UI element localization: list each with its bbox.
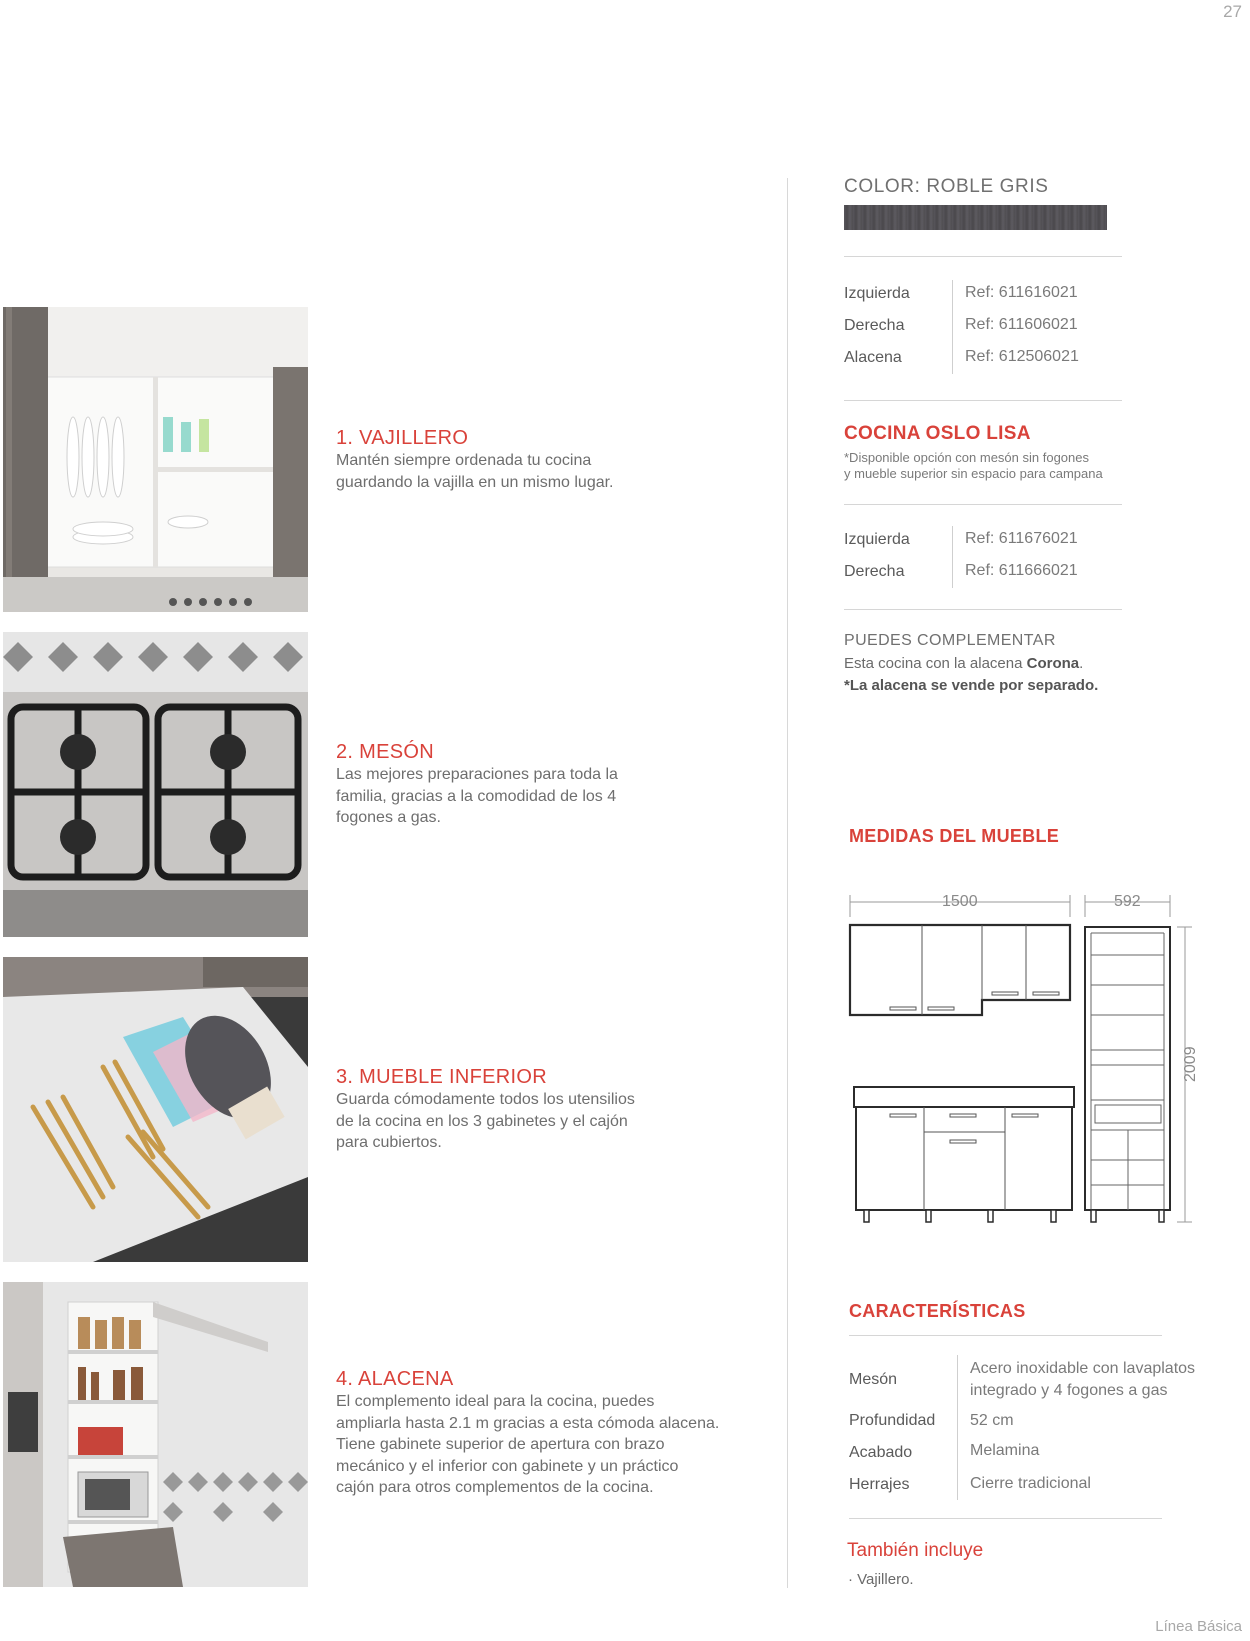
char-label-profundidad: Profundidad xyxy=(849,1412,936,1429)
complement-text-suffix: . xyxy=(1079,655,1084,672)
feature-alacena xyxy=(336,1368,766,1499)
complement-brand: Corona xyxy=(1026,655,1080,672)
feature-mueble-inferior xyxy=(336,1066,756,1154)
dimension-width: 1500 xyxy=(942,893,978,910)
feature-vajillero xyxy=(336,427,756,493)
feature-description xyxy=(336,1089,756,1154)
ref-label-derecha: Derecha xyxy=(844,563,905,580)
feature-line: para cubiertos. xyxy=(336,1134,442,1151)
photo-alacena xyxy=(3,1282,308,1587)
complement-title: PUEDES COMPLEMENTAR xyxy=(844,632,1056,649)
footer-label: Línea Básica xyxy=(1155,1618,1242,1635)
ref-value-derecha: Ref: 611666021 xyxy=(965,562,1078,579)
product-title: COCINA OSLO LISA xyxy=(844,423,1031,444)
ref-divider xyxy=(952,526,953,588)
divider xyxy=(849,1335,1162,1336)
feature-description xyxy=(336,450,756,493)
ref-value-derecha: Ref: 611606021 xyxy=(965,316,1078,333)
ref-divider xyxy=(952,280,953,374)
feature-title: 1. VAJILLERO xyxy=(336,427,469,449)
product-note-line: y mueble superior sin espacio para campana xyxy=(844,465,1103,481)
feature-line: Las mejores preparaciones para toda la xyxy=(336,766,618,783)
feature-line: ampliarla hasta 2.1 m gracias a esta cómoda alacena. xyxy=(336,1414,720,1432)
divider xyxy=(844,256,1122,257)
photo-meson xyxy=(3,632,308,937)
feature-line: Mantén siempre ordenada tu cocina xyxy=(336,452,592,469)
complement-text xyxy=(844,653,1098,696)
also-includes-item: · Vajillero. xyxy=(848,1571,914,1588)
ref-value-izquierda: Ref: 611616021 xyxy=(965,284,1078,301)
divider xyxy=(844,609,1122,610)
measures-title: MEDIDAS DEL MUEBLE xyxy=(849,826,1060,846)
color-label: COLOR: ROBLE GRIS xyxy=(844,176,1049,197)
feature-line: Guarda cómodamente todos los utensilios xyxy=(336,1091,635,1108)
char-value-line: Acero inoxidable con lavaplatos xyxy=(970,1360,1196,1377)
ref-label-izquierda: Izquierda xyxy=(844,531,910,548)
ref-value-alacena: Ref: 612506021 xyxy=(965,348,1079,365)
feature-title: 3. MUEBLE INFERIOR xyxy=(336,1066,547,1088)
feature-line: Tiene gabinete superior de apertura con brazo xyxy=(336,1436,665,1453)
feature-description xyxy=(336,764,756,829)
feature-line: El complemento ideal para la cocina, puedes xyxy=(336,1393,655,1410)
feature-line: familia, gracias a la comodidad de los 4 xyxy=(336,787,617,805)
photo-vajillero xyxy=(3,307,308,612)
feature-line: fogones a gas. xyxy=(336,809,441,826)
feature-title: 2. MESÓN xyxy=(336,741,434,763)
complement-note: *La alacena se vende por separado. xyxy=(844,676,1099,694)
characteristics-divider xyxy=(957,1355,958,1500)
column-divider xyxy=(787,178,788,1588)
furniture-diagram xyxy=(840,885,1210,1230)
divider xyxy=(849,1518,1162,1519)
char-label-acabado: Acabado xyxy=(849,1444,913,1461)
page-number: 27 xyxy=(1223,2,1242,21)
divider xyxy=(844,504,1122,505)
divider xyxy=(844,400,1122,401)
ref-label-alacena: Alacena xyxy=(844,349,902,366)
feature-line: cajón para otros complementos de la cocina. xyxy=(336,1479,654,1496)
product-note-line: *Disponible opción con mesón sin fogones xyxy=(844,450,1089,465)
also-includes-title: También incluye xyxy=(847,1540,984,1561)
ref-value-izquierda: Ref: 611676021 xyxy=(965,530,1078,547)
feature-line: mecánico y el inferior con gabinete y un práctico xyxy=(336,1457,679,1475)
ref-label-derecha: Derecha xyxy=(844,317,905,334)
char-value-line: integrado y 4 fogones a gas xyxy=(970,1382,1168,1399)
dimension-depth: 592 xyxy=(1114,893,1141,910)
feature-meson xyxy=(336,741,756,829)
char-value-profundidad: 52 cm xyxy=(970,1412,1014,1429)
product-note xyxy=(844,450,1103,481)
feature-line: guardando la vajilla en un mismo lugar. xyxy=(336,473,614,491)
char-value-meson xyxy=(970,1358,1195,1402)
characteristics-title: CARACTERÍSTICAS xyxy=(849,1301,1026,1321)
ref-label-izquierda: Izquierda xyxy=(844,285,910,302)
color-swatch xyxy=(844,205,1107,230)
char-label-herrajes: Herrajes xyxy=(849,1476,910,1493)
feature-line: de la cocina en los 3 gabinetes y el cajón xyxy=(336,1112,628,1130)
dimension-height: 2009 xyxy=(1182,1046,1199,1082)
feature-title: 4. ALACENA xyxy=(336,1368,454,1390)
photo-mueble-inferior xyxy=(3,957,308,1262)
complement-text-prefix: Esta cocina con la alacena xyxy=(844,655,1027,672)
char-label-meson: Mesón xyxy=(849,1371,898,1388)
feature-description xyxy=(336,1391,766,1499)
char-value-acabado: Melamina xyxy=(970,1442,1040,1459)
char-value-herrajes: Cierre tradicional xyxy=(970,1475,1091,1492)
